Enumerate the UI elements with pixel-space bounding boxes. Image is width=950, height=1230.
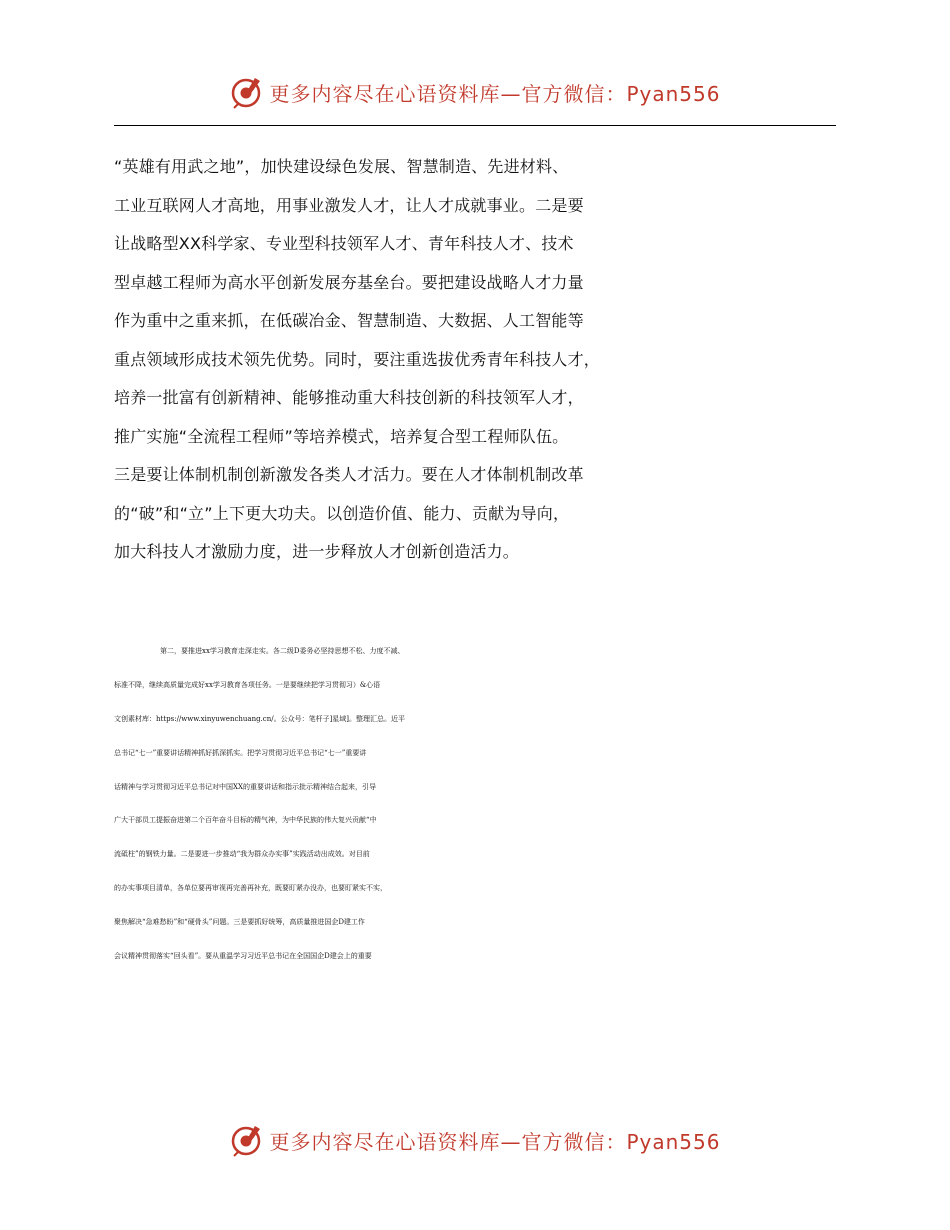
paragraph-2	[114, 635, 854, 974]
paragraph-2-line: 第二，要推进xx学习教育走深走实。各二级D委务必坚持思想不松、力度不减、	[160, 647, 405, 655]
paragraph-1-line: 工业互联网人才高地，用事业激发人才，让人才成就事业。二是要	[114, 195, 584, 215]
paragraph-2-line: 的办实事项目清单，各单位要再审视再完善再补充，既要盯紧办没办，也要盯紧实不实，	[114, 884, 387, 893]
paragraph-1-line: “英雄有用武之地”，加快建设绿色发展、智慧制造、先进材料、	[114, 157, 569, 176]
paragraph-2-line: 标准不降，继续高质量完成好xx学习教育各项任务。一是要继续把学习贯彻习）&心语	[114, 680, 381, 689]
paragraph-1-line: 重点领域形成技术领先优势。同时，要注重选拔优秀青年科技人才，	[114, 349, 601, 369]
header-divider	[114, 125, 836, 126]
paragraph-1-line: 培养一批富有创新精神、能够推动重大科技创新的科技领军人才，	[114, 388, 584, 407]
paragraph-1-line: 三是要让体制机制创新激发各类人才活力。要在人才体制机制改革	[114, 465, 584, 484]
footer-banner-text: 更多内容尽在心语资料库—官方微信：Pyan556	[269, 1129, 721, 1154]
footer-banner	[0, 1120, 950, 1160]
paragraph-1-line: 型卓越工程师为高水平创新发展夯基垒台。要把建设战略人才力量	[114, 272, 584, 292]
paragraph-2-line: 话精神与学习贯彻习近平总书记对中国XX的重要讲话和指示批示精神结合起来，引导	[114, 782, 376, 791]
quill-logo-icon	[229, 74, 265, 110]
header-banner-text: 更多内容尽在心语资料库—官方微信：Pyan556	[269, 81, 721, 106]
paragraph-2-line: 聚焦解决“急难愁盼”和“硬骨头”问题。三是要抓好统筹，高质量推进国企D建工作	[114, 918, 365, 927]
paragraph-2-line: 总书记“七一”重要讲话精神抓好抓深抓实。把学习贯彻习近平总书记“七一”重要讲	[114, 748, 367, 757]
header-banner	[0, 72, 950, 112]
paragraph-1-line: 推广实施“全流程工程师”等培养模式，培养复合型工程师队伍。	[114, 426, 569, 446]
quill-logo-icon	[229, 1122, 265, 1158]
paragraph-1-line: 让战略型XX科学家、专业型科技领军人才、青年科技人才、技术	[114, 234, 574, 253]
paragraph-2-line: 流砥柱”的钢铁力量。二是要进一步推动“我为群众办实事”实践活动出成效。对目前	[114, 850, 370, 859]
paragraph-2-line: 文创素材库：https://www.xinyuwenchuang.cn/。公众号：笔杆子]星域]。整理汇总。近平	[114, 714, 406, 723]
paragraph-1-line: 加大科技人才激励力度，进一步释放人才创新创造活力。	[114, 542, 520, 561]
paragraph-1-line: 作为重中之重来抓，在低碳冶金、智慧制造、大数据、人工智能等	[114, 311, 584, 330]
paragraph-1-line: 的“破”和“立”上下更大功夫。以创造价值、能力、贡献为导向，	[114, 503, 570, 523]
paragraph-2-line: 会议精神贯彻落实“回头看”。要从重温学习习近平总书记在全国国企D建会上的重要	[114, 952, 372, 961]
paragraph-2-line: 广大干部员工提振奋进第二个百年奋斗目标的精气神，为中华民族的伟大复兴贡献“中	[114, 816, 377, 825]
paragraph-1	[114, 148, 854, 572]
